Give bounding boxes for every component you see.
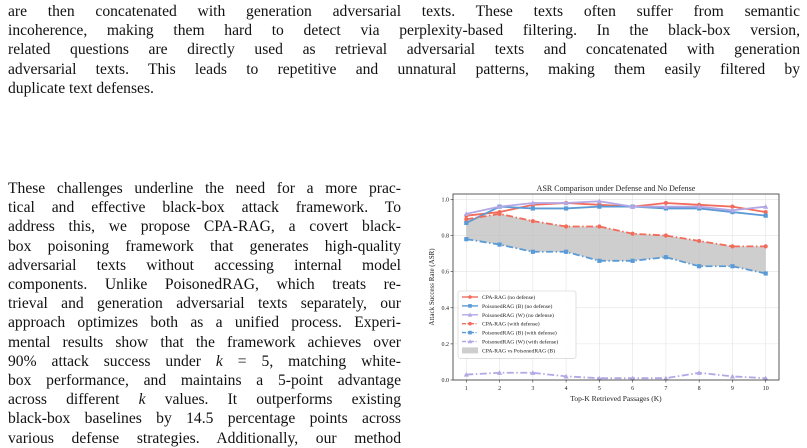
- legend-marker: [468, 304, 472, 308]
- data-point: [764, 214, 768, 218]
- x-tick-label: 9: [730, 386, 734, 392]
- legend-label: CPA-RAG (with defense): [482, 321, 540, 328]
- x-tick-label: 1: [464, 386, 468, 392]
- x-tick-label: 2: [498, 386, 502, 392]
- y-tick-label: 0.0: [441, 378, 449, 384]
- left-paragraph: [8, 179, 401, 448]
- data-point: [664, 233, 668, 237]
- math-variable-k: k: [215, 352, 223, 370]
- data-point: [764, 244, 768, 248]
- text-line: box poisoning framework that generates high-quality: [8, 237, 401, 255]
- text-line: address this, we propose CPA-RAG, a covert black-: [8, 218, 401, 236]
- data-point: [564, 206, 568, 210]
- x-tick-label: 3: [531, 386, 535, 392]
- y-tick-label: 0.6: [441, 269, 449, 276]
- data-point: [597, 224, 601, 228]
- text-line: 90% attack success under k = 5, matching white-: [8, 352, 401, 370]
- data-point: [497, 212, 501, 216]
- data-point: [730, 264, 734, 268]
- legend-swatch: [462, 347, 478, 353]
- x-tick-label: 8: [697, 386, 701, 392]
- text-line: are then concatenated with generation adversarial texts. These texts often suffer from semantic: [8, 3, 800, 20]
- data-point: [764, 271, 768, 275]
- data-point: [697, 239, 701, 243]
- text-line: components. Unlike PoisonedRAG, which treats re-: [8, 276, 401, 294]
- text-line: adversarial texts without accessing internal model: [8, 256, 401, 274]
- data-point: [764, 210, 768, 214]
- y-tick-label: 0.4: [441, 305, 449, 312]
- text-line: These challenges underline the need for a more prac-: [8, 180, 401, 197]
- text-line: incoherence, making them hard to detect via perplexity-based filtering. In the black-box version,: [8, 22, 800, 40]
- data-point: [631, 232, 635, 236]
- data-point: [564, 250, 568, 254]
- x-tick-label: 7: [664, 386, 668, 392]
- legend-label: PoisonedRAG (B) (with defense): [482, 330, 557, 337]
- data-point: [730, 244, 734, 248]
- x-axis-label: Top-K Retrieved Passages (K): [570, 394, 662, 403]
- data-point: [631, 259, 635, 263]
- data-point: [464, 217, 468, 221]
- data-point: [564, 224, 568, 228]
- data-point: [531, 250, 535, 254]
- data-point: [464, 237, 468, 241]
- text-line: adversarial texts. This leads to repetitive and unnatural patterns, making them easily filtered by: [8, 60, 800, 78]
- x-tick-label: 6: [631, 386, 635, 392]
- data-point: [597, 205, 601, 209]
- legend-label: CPA-RAG (no defense): [482, 295, 536, 301]
- text-line: across different k values. It outperforms existing: [8, 391, 401, 409]
- asr-line-chart: [428, 182, 802, 412]
- legend-label: PoisonedRAG (W) (with defense): [482, 339, 559, 346]
- data-point: [697, 264, 701, 268]
- text-line: black-box baselines by 14.5 percentage points across: [8, 410, 401, 428]
- chart-title: ASR Comparison under Defense and No Defense: [536, 184, 696, 193]
- x-tick-label: 10: [762, 386, 769, 392]
- text-line: box performance, and maintains a 5-point advantage: [8, 372, 401, 390]
- text-line: various defense strategies. Additionally, our method: [8, 429, 401, 447]
- text-line: tical and effective black-box attack framework. To: [8, 199, 401, 217]
- data-point: [531, 206, 535, 210]
- y-tick-label: 0.2: [441, 341, 449, 348]
- text-line: mental results show that the framework achieves over: [8, 333, 401, 351]
- text-line: approach optimizes both as a unified process. Experi-: [8, 314, 401, 332]
- y-axis-label: Attack Success Rate (ASR): [428, 248, 436, 326]
- data-point: [597, 259, 601, 263]
- data-point: [464, 221, 468, 225]
- text-line: duplicate text defenses.: [8, 79, 154, 97]
- text-line: related questions are directly used as retrieval adversarial texts and concatenated with generation: [8, 41, 800, 59]
- y-tick-label: 1.0: [441, 197, 449, 204]
- asr-figure: [428, 182, 802, 412]
- data-point: [531, 219, 535, 223]
- legend-marker: [468, 322, 472, 326]
- math-variable-k: k: [138, 391, 146, 409]
- legend-label: CPA-RAG vs PoisonedRAG (B): [482, 348, 555, 355]
- top-paragraph: [8, 2, 800, 98]
- x-tick-label: 5: [597, 386, 601, 392]
- y-tick-label: 0.8: [441, 233, 449, 240]
- data-point: [497, 242, 501, 246]
- legend-label: PoisonedRAG (W) (no defense): [482, 312, 554, 319]
- x-tick-label: 4: [564, 386, 568, 392]
- legend-label: PoisonedRAG (B) (no defense): [482, 303, 553, 310]
- legend-marker: [468, 331, 472, 335]
- text-line: trieval and generation adversarial texts separately, our: [8, 295, 401, 313]
- legend-marker: [468, 295, 472, 299]
- data-point: [664, 255, 668, 259]
